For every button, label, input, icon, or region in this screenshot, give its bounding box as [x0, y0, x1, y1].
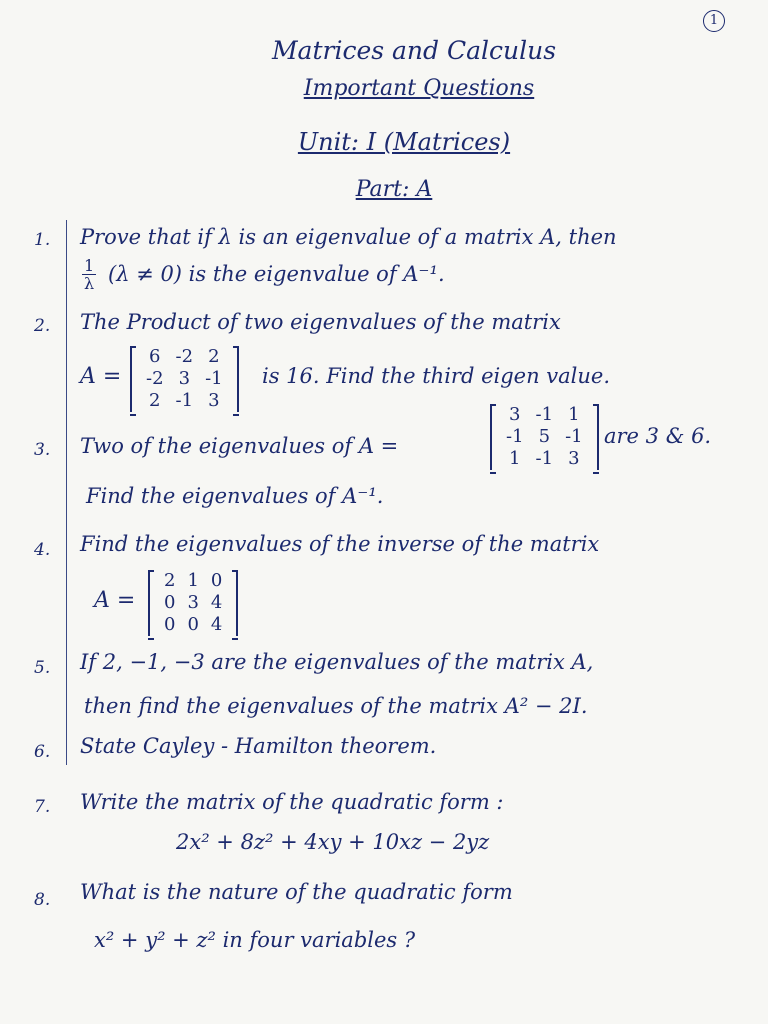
matrix-entry: 1 [187, 570, 199, 591]
matrix-entry: -2 [146, 368, 164, 389]
matrix-q4 [148, 570, 238, 636]
unit-label: Unit: I (Matrices) [297, 128, 511, 156]
matrix-entry: 0 [164, 614, 176, 635]
matrix-entry: -1 [535, 404, 554, 425]
matrix-entry: 3 [208, 390, 220, 411]
matrix-row [140, 346, 229, 368]
matrix-row [500, 426, 589, 448]
matrix-entry: 1 [568, 404, 580, 425]
question-number: 2. [34, 316, 51, 336]
matrix-entry: 2 [149, 390, 161, 411]
matrix-entry: -1 [535, 448, 554, 469]
question-5-line-1: If 2, −1, −3 are the eigenvalues of the matrix A, [80, 650, 594, 674]
matrix-entry: -1 [175, 390, 194, 411]
unit-heading [0, 128, 768, 156]
matrix-row [158, 592, 228, 614]
question-6-line-1: State Cayley - Hamilton theorem. [80, 734, 437, 758]
matrix-q3 [490, 404, 599, 470]
matrix-label: A = [80, 364, 122, 389]
question-number: 8. [34, 890, 51, 910]
matrix-row [500, 404, 589, 426]
matrix-entry: -1 [565, 426, 583, 447]
matrix-entry: 3 [178, 368, 191, 389]
question-1-line-1: Prove that if λ is an eigenvalue of a matrix A, then [80, 225, 617, 249]
matrix-table [158, 570, 228, 636]
matrix-entry: 0 [164, 592, 176, 613]
matrix-entry: 0 [210, 570, 223, 591]
question-number: 5. [34, 658, 51, 678]
matrix-entry: 3 [568, 448, 580, 469]
matrix-entry: 4 [210, 592, 223, 613]
question-2-line-1: The Product of two eigenvalues of the matrix [80, 310, 561, 334]
part-heading [0, 177, 768, 202]
question-1-line-2: (λ ≠ 0) is the eigenvalue of A⁻¹. [108, 262, 445, 286]
matrix-row [500, 448, 589, 470]
fraction-one-over-lambda [82, 258, 96, 293]
matrix-entry: 2 [164, 570, 176, 591]
matrix-row [140, 390, 229, 412]
matrix-row [140, 368, 229, 390]
matrix-row [158, 614, 228, 636]
question-number: 3. [34, 440, 51, 460]
part-label: Part: A [355, 177, 433, 202]
question-number: 6. [34, 742, 51, 762]
matrix-row [158, 570, 228, 592]
question-8-line-1: What is the nature of the quadratic form [80, 880, 513, 904]
page-title: Matrices and Calculus [271, 36, 557, 65]
matrix-entry: 6 [149, 346, 161, 367]
question-number: 1. [34, 230, 51, 250]
question-3-line-1: Two of the eigenvalues of A = [80, 434, 399, 458]
question-8-line-2: x² + y² + z² in four variables ? [94, 928, 416, 952]
matrix-entry: -1 [205, 368, 223, 389]
matrix-entry: 5 [538, 426, 551, 447]
page-subtitle: Important Questions [303, 76, 535, 101]
matrix-entry: 0 [187, 614, 199, 635]
matrix-q2 [130, 346, 239, 412]
matrix-entry: -2 [175, 346, 194, 367]
matrix-entry: 4 [210, 614, 223, 635]
matrix-entry: -1 [506, 426, 524, 447]
question-3-after-matrix: are 3 & 6. [604, 424, 712, 448]
matrix-entry: 1 [509, 448, 521, 469]
matrix-entry: 3 [509, 404, 521, 425]
question-7-line-1: Write the matrix of the quadratic form : [80, 790, 504, 814]
question-number: 7. [34, 797, 51, 817]
margin-line [66, 220, 67, 765]
question-number: 4. [34, 540, 51, 560]
matrix-entry: 2 [208, 346, 220, 367]
fraction-denominator: λ [84, 274, 95, 293]
question-5-line-2: then find the eigenvalues of the matrix A² − 2I. [84, 694, 588, 718]
question-2-line-2: is 16. Find the third eigen value. [262, 364, 611, 388]
matrix-table [500, 404, 589, 470]
question-3-line-2: Find the eigenvalues of A⁻¹. [86, 484, 384, 508]
matrix-table [140, 346, 229, 412]
matrix-label: A = [94, 588, 136, 613]
page-number: 1 [703, 10, 725, 32]
question-7-line-2: 2x² + 8z² + 4xy + 10xz − 2yz [176, 830, 490, 854]
fraction-numerator: 1 [84, 256, 95, 275]
question-4-line-1: Find the eigenvalues of the inverse of the matrix [80, 532, 600, 556]
matrix-entry: 3 [187, 592, 199, 613]
